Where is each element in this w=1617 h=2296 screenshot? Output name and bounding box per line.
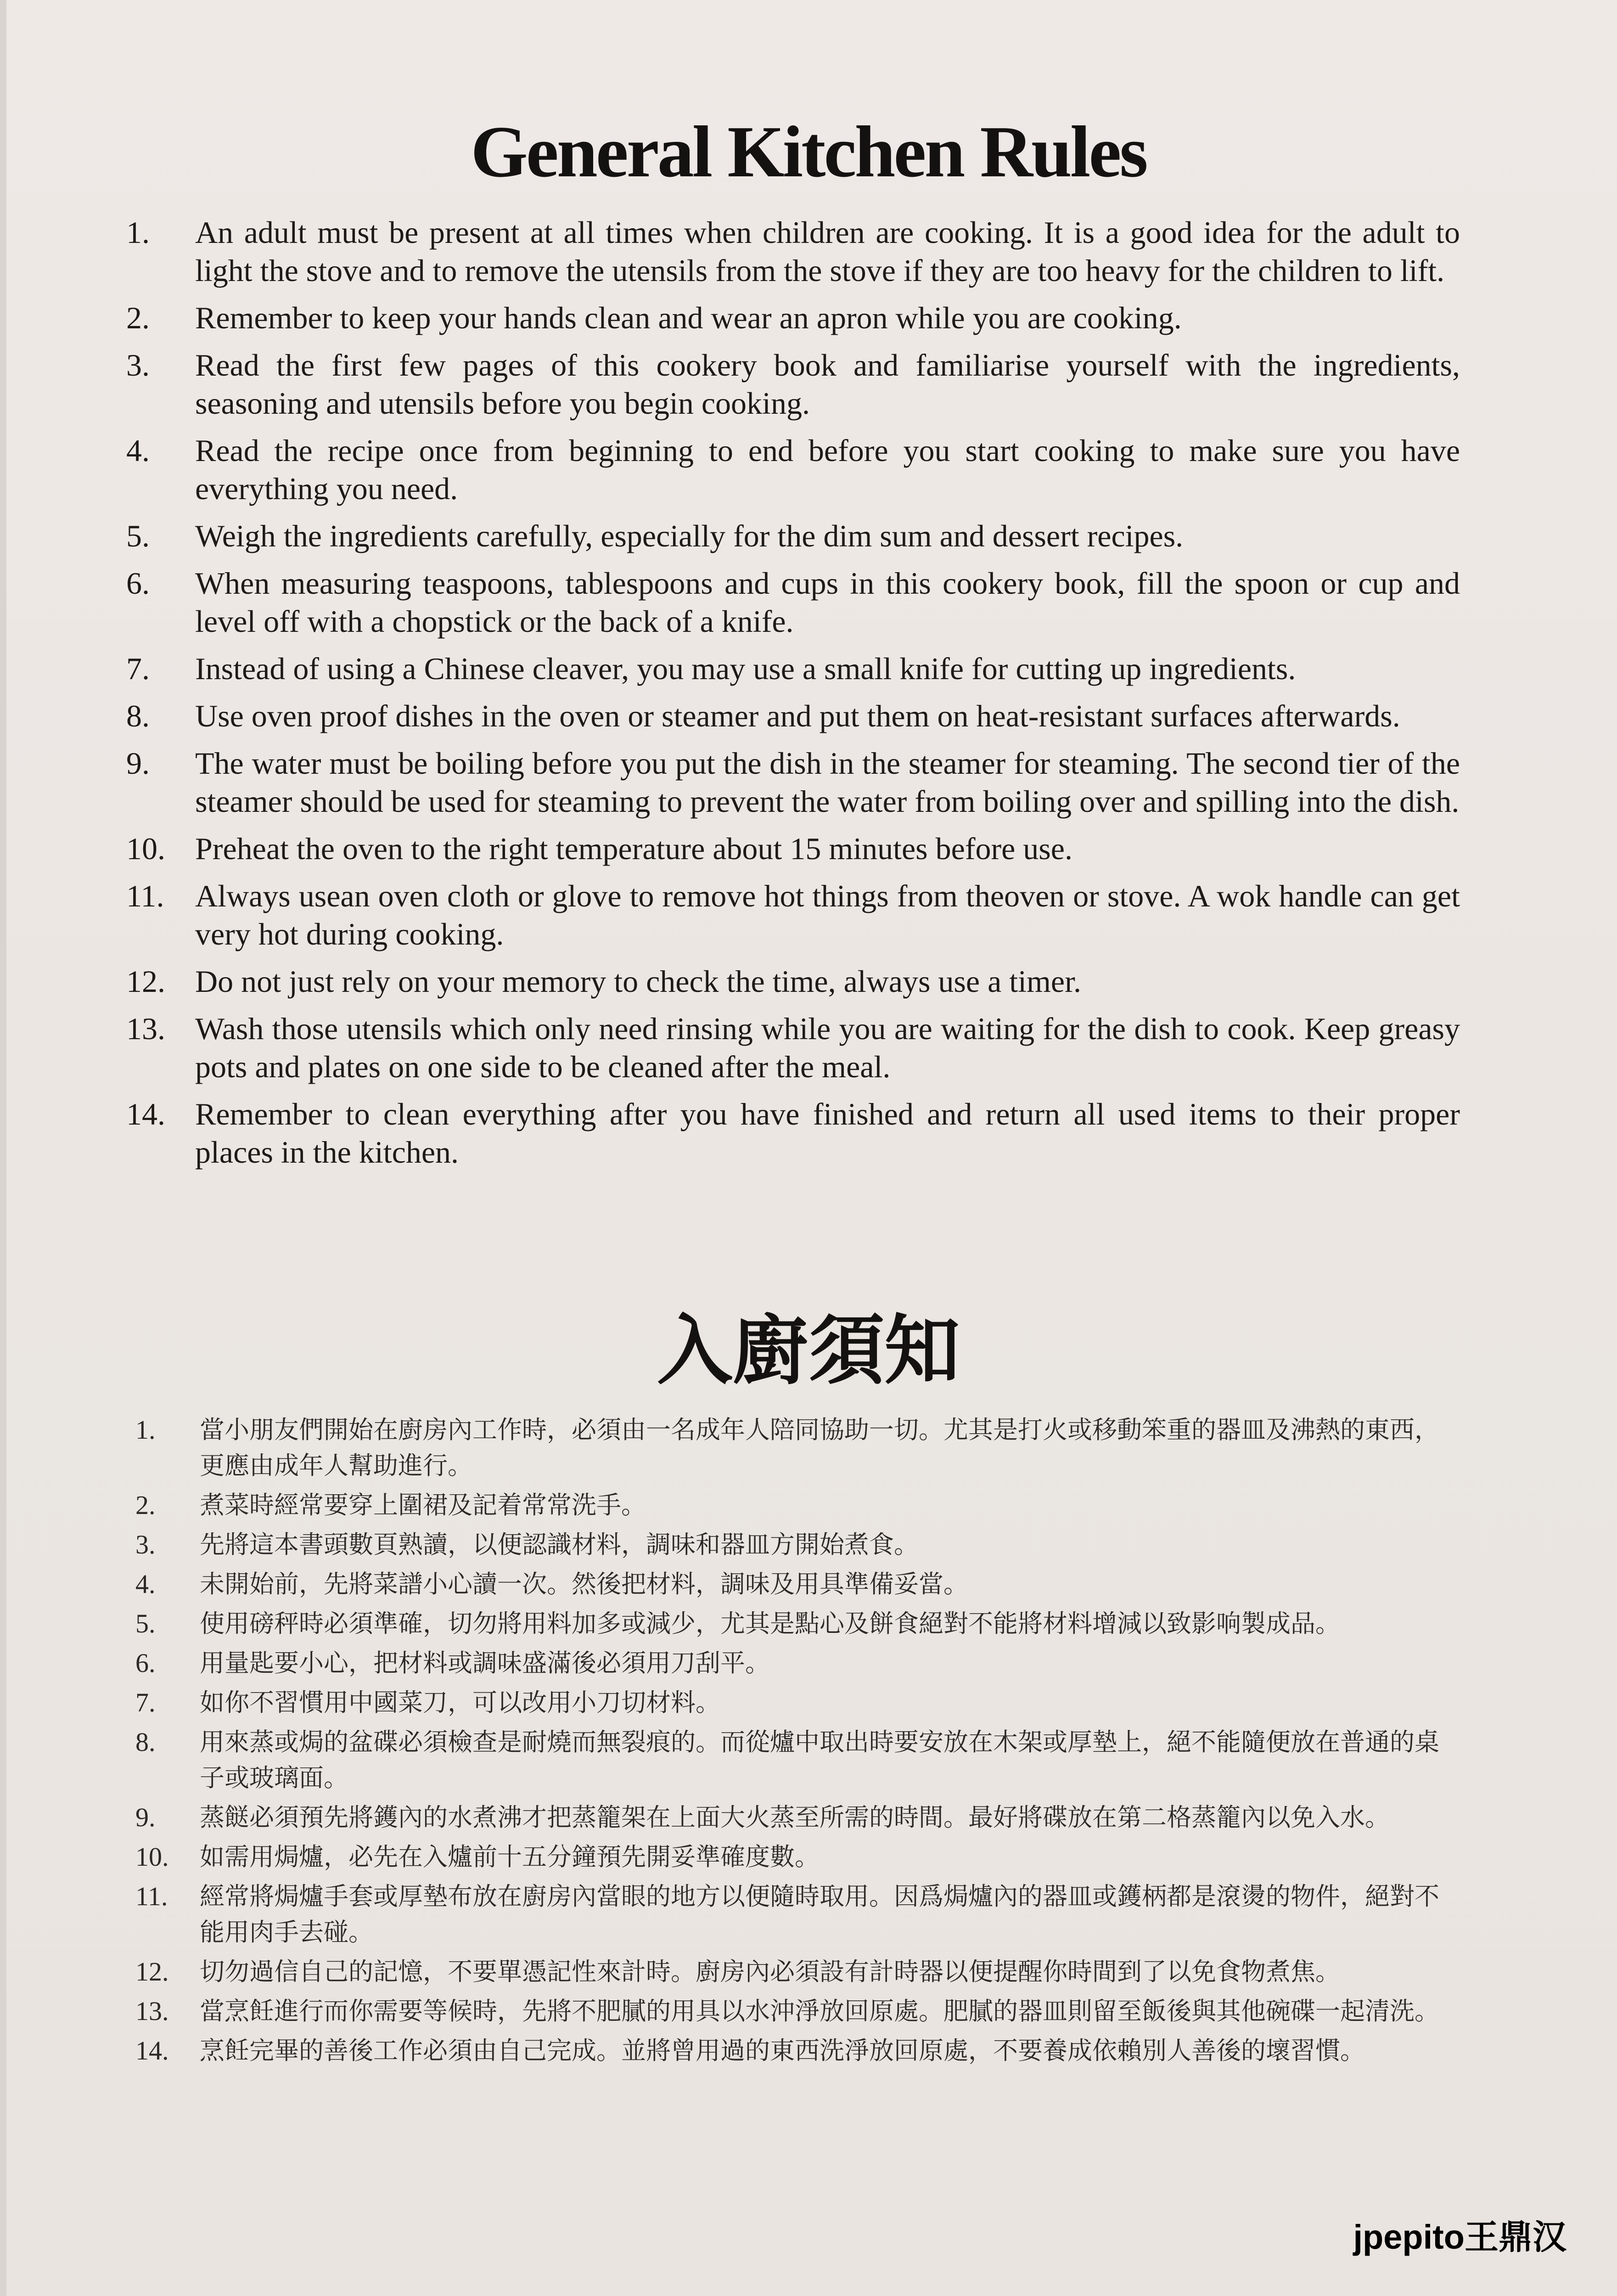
rule-number: 1. xyxy=(126,215,150,250)
rule-item-zh xyxy=(135,1685,1449,1721)
rule-item-en xyxy=(126,1095,1460,1171)
rule-number: 11. xyxy=(126,878,164,913)
rule-item-en xyxy=(126,830,1460,868)
rule-text: Do not just rely on your memory to check the time, always use a timer. xyxy=(195,964,1081,999)
rule-number: 10. xyxy=(135,1842,169,1872)
rule-item-en xyxy=(126,697,1460,735)
rule-item-zh xyxy=(135,1724,1449,1796)
rule-number: 6. xyxy=(126,566,150,601)
rule-number: 3. xyxy=(135,1530,156,1559)
rule-item-en xyxy=(126,962,1460,1001)
rule-number: 14. xyxy=(135,2036,169,2065)
rule-item-en xyxy=(126,214,1460,290)
rule-text: Remember to clean everything after you have finished and return all used items to their proper places in the kitchen. xyxy=(195,1097,1460,1170)
title-chinese: 入廚須知 xyxy=(657,1306,960,1395)
rule-item-zh xyxy=(135,1487,1449,1523)
rule-text: Preheat the oven to the right temperature about 15 minutes before use. xyxy=(195,831,1072,866)
rule-item-en xyxy=(126,650,1460,688)
rule-item-en xyxy=(126,564,1460,641)
rule-text: Wash those utensils which only need rinsing while you are waiting for the dish to cook. Keep greasy pots and plates on one side to be cleaned after the meal. xyxy=(195,1011,1460,1084)
rule-text: When measuring teaspoons, tablespoons and cups in this cookery book, fill the spoon or cup and level off with a chopstick or the back of a knife. xyxy=(195,566,1460,639)
rule-text: Instead of using a Chinese cleaver, you may use a small knife for cutting up ingredients. xyxy=(195,651,1296,686)
rule-number: 9. xyxy=(135,1802,156,1832)
rule-text: 經常將焗爐手套或厚墊布放在廚房內當眼的地方以便隨時取用。因爲焗爐內的器皿或鑊柄都是滾燙的物件，絕對不能用肉手去碰。 xyxy=(200,1882,1439,1947)
rule-item-zh xyxy=(135,1606,1449,1642)
rule-number: 5. xyxy=(126,518,150,553)
rule-text: Read the first few pages of this cookery book and familiarise yourself with the ingredients, seasoning and utensils before you begin cooking. xyxy=(195,348,1460,421)
rule-text: 使用磅秤時必須準確，切勿將用料加多或減少，尤其是點心及餅食絕對不能將材料增減以致影响製成品。 xyxy=(200,1609,1340,1638)
rule-item-zh xyxy=(135,1839,1449,1875)
rules-list-english xyxy=(126,214,1460,1181)
rule-text: 先將這本書頭數頁熟讀，以便認識材料，調味和器皿方開始煮食。 xyxy=(200,1530,919,1559)
rule-text: An adult must be present at all times when children are cooking. It is a good idea for the adult to light the stove and to remove the utensils from the stove if they are too heavy for the children to lift. xyxy=(195,215,1460,288)
rule-number: 6. xyxy=(135,1648,156,1678)
rule-text: The water must be boiling before you put the dish in the steamer for steaming. The second tier of the steamer should be used for steaming to prevent the water from boiling over and spilling into the dish. xyxy=(195,746,1460,819)
rule-item-en xyxy=(126,299,1460,337)
rule-text: Always usean oven cloth or glove to remove hot things from theoven or stove. A wok handle can get very hot during cooking. xyxy=(195,878,1460,951)
rule-text: Use oven proof dishes in the oven or steamer and put them on heat-resistant surfaces afterwards. xyxy=(195,698,1400,733)
rule-number: 1. xyxy=(135,1415,156,1445)
rule-text: Remember to keep your hands clean and wear an apron while you are cooking. xyxy=(195,300,1182,335)
rule-item-zh xyxy=(135,1645,1449,1681)
rule-number: 8. xyxy=(126,698,150,733)
rule-number: 13. xyxy=(135,1996,169,2026)
rule-item-zh xyxy=(135,1412,1449,1484)
rule-text: 煮菜時經常要穿上圍裙及記着常常洗手。 xyxy=(200,1491,646,1519)
rule-number: 5. xyxy=(135,1609,156,1638)
rule-number: 2. xyxy=(126,300,150,335)
watermark: jpepito王鼎汉 xyxy=(1353,2218,1566,2256)
rule-item-zh xyxy=(135,1879,1449,1950)
rule-text: 切勿過信自己的記憶，不要單憑記性來計時。廚房內必須設有計時器以便提醒你時間到了以免食物煮焦。 xyxy=(200,1957,1340,1986)
rule-item-en xyxy=(126,1010,1460,1086)
rule-text: 烹飪完畢的善後工作必須由自己完成。並將曾用過的東西洗淨放回原處，不要養成依賴別人善後的壞習慣。 xyxy=(200,2036,1365,2065)
rule-text: 如你不習慣用中國菜刀，可以改用小刀切材料。 xyxy=(200,1688,720,1717)
rule-item-en xyxy=(126,744,1460,821)
rule-number: 4. xyxy=(135,1569,156,1599)
rule-number: 3. xyxy=(126,348,150,383)
rule-number: 12. xyxy=(126,964,165,999)
rule-text: 當烹飪進行而你需要等候時，先將不肥膩的用具以水沖淨放回原處。肥膩的器皿則留至飯後與其他碗碟一起清洗。 xyxy=(200,1997,1439,2026)
rule-number: 13. xyxy=(126,1011,165,1046)
rule-item-zh xyxy=(135,1527,1449,1563)
rule-text: 當小朋友們開始在廚房內工作時，必須由一名成年人陪同協助一切。尤其是打火或移動笨重的器皿及沸熱的東西，更應由成年人幫助進行。 xyxy=(200,1415,1439,1480)
rule-number: 14. xyxy=(126,1097,165,1131)
rule-item-en xyxy=(126,346,1460,422)
rule-number: 12. xyxy=(135,1957,169,1986)
rule-number: 7. xyxy=(135,1688,156,1717)
rule-number: 9. xyxy=(126,746,150,781)
rule-item-en xyxy=(126,877,1460,953)
rule-item-zh xyxy=(135,1954,1449,1990)
rule-text: 蒸餸必須預先將鑊內的水煮沸才把蒸籠架在上面大火蒸至所需的時間。最好將碟放在第二格蒸籠內以免入水。 xyxy=(200,1803,1390,1832)
rule-text: 未開始前，先將菜譜小心讀一次。然後把材料，調味及用具準備妥當。 xyxy=(200,1570,968,1598)
rule-item-zh xyxy=(135,1800,1449,1835)
rule-item-zh xyxy=(135,2033,1449,2069)
rule-number: 10. xyxy=(126,831,165,866)
rule-item-zh xyxy=(135,1993,1449,2029)
rule-text: Weigh the ingredients carefully, especially for the dim sum and dessert recipes. xyxy=(195,518,1184,553)
rules-list-chinese xyxy=(135,1412,1449,2072)
rule-number: 8. xyxy=(135,1727,156,1757)
rule-item-en xyxy=(126,517,1460,555)
rule-text: 用量匙要小心，把材料或調味盛滿後必須用刀刮平。 xyxy=(200,1649,770,1677)
rule-item-en xyxy=(126,432,1460,508)
rule-number: 4. xyxy=(126,433,150,468)
rule-text: Read the recipe once from beginning to end before you start cooking to make sure you have everything you need. xyxy=(195,433,1460,506)
rule-number: 7. xyxy=(126,651,150,686)
rule-item-zh xyxy=(135,1566,1449,1602)
rule-text: 用來蒸或焗的盆碟必須檢查是耐燒而無裂痕的。而從爐中取出時要安放在木架或厚墊上，絕不能隨便放在普通的桌子或玻璃面。 xyxy=(200,1728,1439,1792)
scan-edge xyxy=(0,0,6,2296)
rule-number: 2. xyxy=(135,1490,156,1520)
rule-number: 11. xyxy=(135,1881,168,1911)
title-english: General Kitchen Rules xyxy=(471,111,1146,192)
rule-text: 如需用焗爐，必先在入爐前十五分鐘預先開妥準確度數。 xyxy=(200,1842,820,1871)
